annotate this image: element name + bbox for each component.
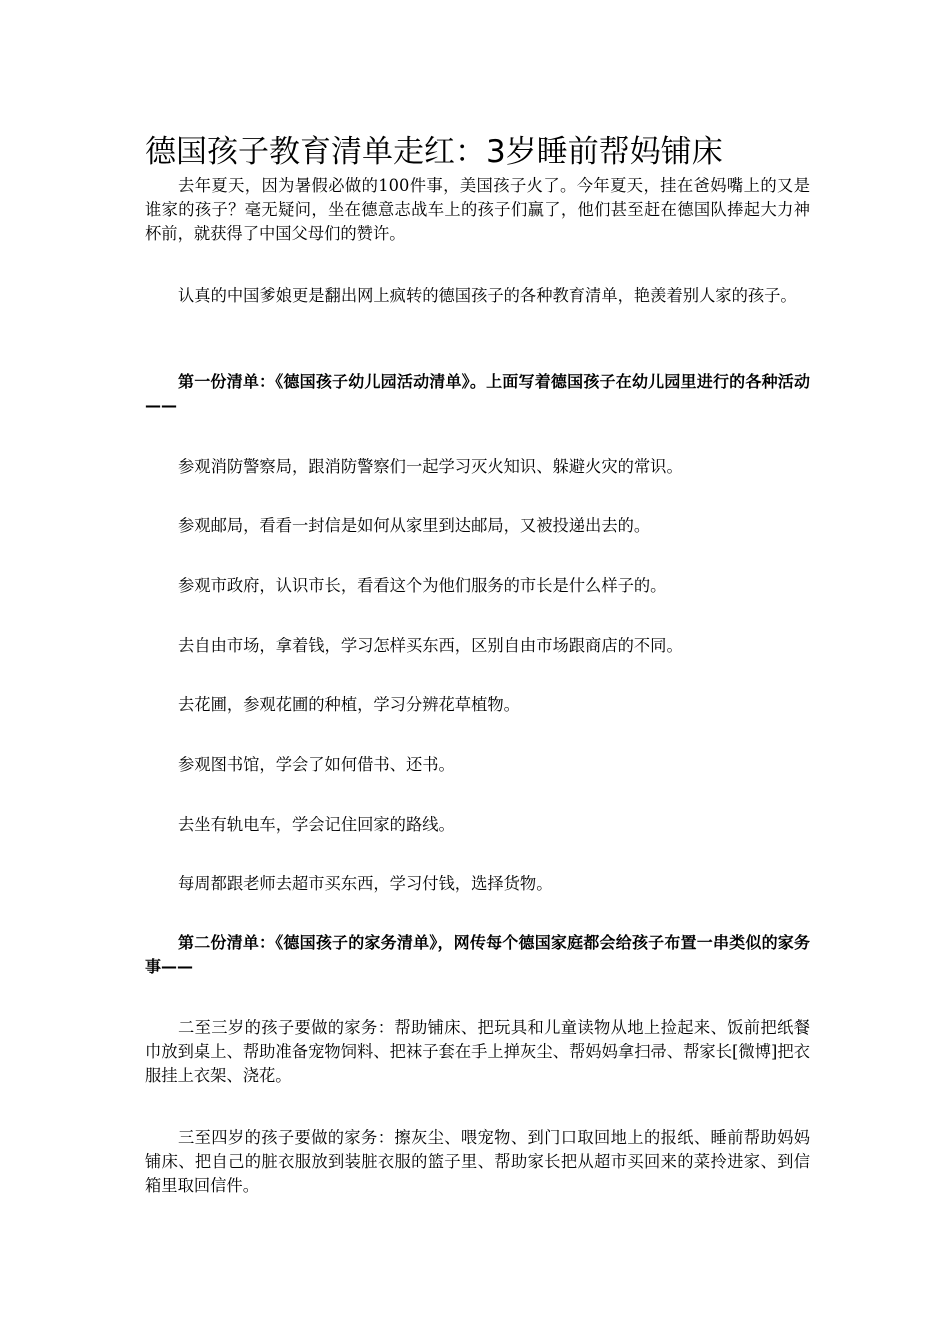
list-item-library: 参观图书馆，学会了如何借书、还书。 — [178, 755, 455, 774]
list-item-fire-station: 参观消防警察局，跟消防警察们一起学习灭火知识、躲避火灾的常识。 — [178, 457, 683, 476]
heading-kindergarten-list: 第一份清单：《德国孩子幼儿园活动清单》。上面写着德国孩子在幼儿园里进行的各种活动—— — [145, 372, 810, 415]
document-title: 德国孩子教育清单走红：3岁睡前帮妈铺床 — [145, 134, 723, 170]
paragraph-parents: 认真的中国爹娘更是翻出网上疯转的德国孩子的各种教育清单，艳羡着别人家的孩子。 — [178, 286, 797, 305]
list-item-city-hall: 参观市政府，认识市长，看看这个为他们服务的市长是什么样子的。 — [178, 576, 667, 595]
list-item-garden: 去花圃，参观花圃的种植，学习分辨花草植物。 — [178, 695, 520, 714]
paragraph-chores-age-3-4: 三至四岁的孩子要做的家务：擦灰尘、喂宠物、到门口取回地上的报纸、睡前帮助妈妈铺床、把自己的脏衣服放到装脏衣服的篮子里、帮助家长把从超市买回来的菜拎进家、到信箱里取回信件。 — [145, 1128, 810, 1195]
list-item-market: 去自由市场，拿着钱，学习怎样买东西，区别自由市场跟商店的不同。 — [178, 636, 683, 655]
paragraph-intro: 去年夏天，因为暑假必做的100件事，美国孩子火了。今年夏天，挂在爸妈嘴上的又是谁家的孩子？毫无疑问，坐在德意志战车上的孩子们赢了，他们甚至赶在德国队捧起大力神杯前，就获得了中国父母们的赞许。 — [145, 176, 810, 243]
list-item-supermarket: 每周都跟老师去超市买东西，学习付钱，选择货物。 — [178, 874, 553, 893]
list-item-post-office: 参观邮局，看看一封信是如何从家里到达邮局，又被投递出去的。 — [178, 516, 651, 535]
list-item-tram: 去坐有轨电车，学会记住回家的路线。 — [178, 815, 455, 834]
paragraph-chores-age-2-3: 二至三岁的孩子要做的家务：帮助铺床、把玩具和儿童读物从地上捡起来、饭前把纸餐巾放到桌上、帮助准备宠物饲料、把袜子套在手上掸灰尘、帮妈妈拿扫帚、帮家长[微博]把衣服挂上衣架、浇花。 — [145, 1018, 810, 1085]
heading-chores-list: 第二份清单：《德国孩子的家务清单》，网传每个德国家庭都会给孩子布置一串类似的家务事—— — [145, 933, 810, 976]
